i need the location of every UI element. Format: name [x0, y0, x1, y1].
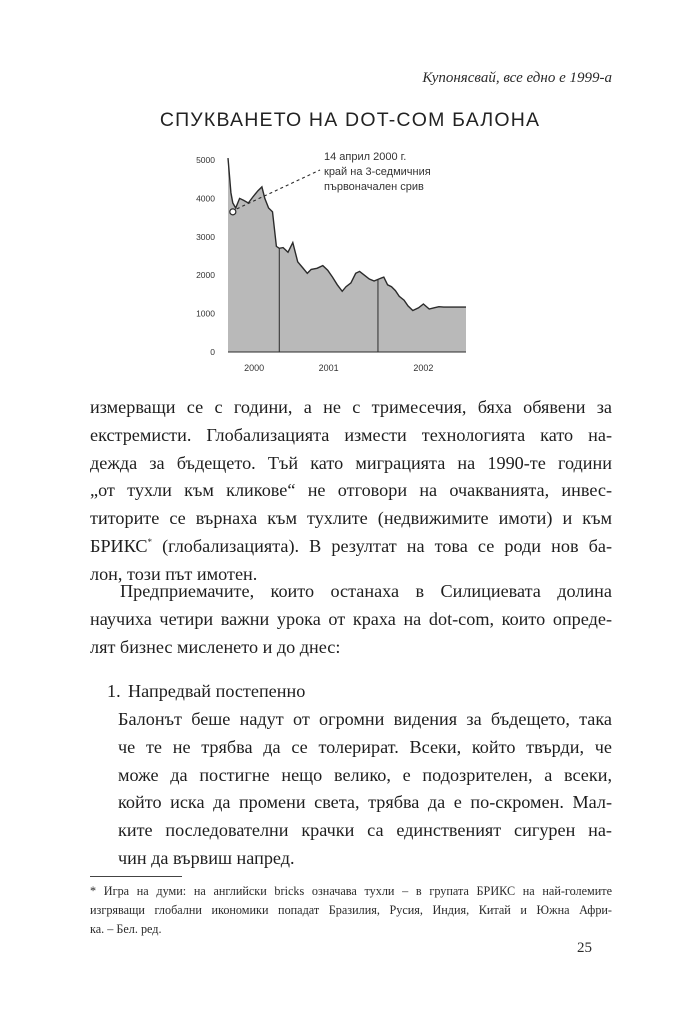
- text-line: екстремисти. Глобализацията измести технологията като на-: [90, 424, 612, 445]
- list-number: 1.: [107, 681, 121, 701]
- paragraph-1: [90, 394, 612, 589]
- annotation-marker: [230, 209, 236, 215]
- text-line: измерващи се с години, а не с тримесечия, бяха обявени за: [90, 397, 612, 417]
- text-line: лон, този път имотен.: [90, 563, 258, 584]
- y-tick-label: 1000: [196, 308, 215, 319]
- list-item-title: Напредвай постепенно: [128, 681, 306, 701]
- annotation-text: първоначален срив: [324, 181, 424, 193]
- figure-title: СПУКВАНЕТО НА DOT-COM БАЛОНА: [159, 109, 541, 131]
- annotation-text: край на 3-седмичния: [324, 166, 431, 178]
- text-line: Предприемачите, които останаха в Силициевата долина: [120, 581, 612, 601]
- text-line: че те не трябва да се толерират. Всеки, който твърди, че: [118, 736, 612, 757]
- annotation-leader: [237, 170, 320, 209]
- text-line: титорите се върнаха към тухлите (недвижимите имоти) и към: [90, 508, 612, 529]
- text-line: научиха четири важни урока от краха на dot-com, които опреде-: [90, 608, 612, 629]
- annotation-text: 14 април 2000 г.: [324, 151, 407, 163]
- paragraph-2: [90, 578, 612, 661]
- y-tick-label: 2000: [196, 270, 215, 281]
- dotcom-chart: [0, 0, 700, 400]
- text-line: ките последователни крачки са единственият сигурен на-: [118, 820, 612, 841]
- footnote-line: изгряващи глобални икономики попадат Бразилия, Русия, Индия, Китай и Южна Афри-: [90, 903, 612, 917]
- list-item-body: [118, 706, 612, 873]
- footnote-marker: *: [147, 536, 153, 547]
- brics-word: БРИКС: [90, 535, 148, 556]
- y-tick-label: 5000: [196, 155, 215, 165]
- footnote-line: * Игра на думи: на английски bricks означава тухли – в групата БРИКС на най-големите: [90, 884, 612, 898]
- text-line: който иска да промени света, трябва да е по-скромен. Мал-: [118, 792, 612, 813]
- text-line: дежда за бъдещето. Тъй като миграцията на 1990-те години: [90, 452, 612, 473]
- y-tick-label: 3000: [196, 231, 215, 242]
- footnote: [90, 882, 612, 939]
- y-tick-label: 0: [210, 347, 215, 357]
- text-line: лят бизнес мисленето и до днес:: [90, 636, 341, 657]
- text-line: чин да вървиш напред.: [118, 847, 295, 868]
- text-line: [90, 533, 612, 561]
- page-number: 25: [577, 940, 592, 956]
- y-tick-label: 4000: [196, 193, 215, 204]
- footnote-line: ка. – Бел. ред.: [90, 922, 162, 936]
- footnote-rule: [90, 876, 182, 877]
- x-tick-label: 2001: [318, 363, 339, 373]
- x-tick-label: 2000: [244, 363, 265, 373]
- text-line: може да постигне нещо велико, е подозрителен, а всеки,: [118, 764, 612, 785]
- text-line: Балонът беше надут от огромни видения за бъдещето, така: [118, 709, 612, 729]
- chart-layer: [196, 151, 466, 373]
- text-line: „от тухли към кликове“ не отговори на очакванията, инвес-: [90, 480, 612, 501]
- x-tick-label: 2002: [413, 363, 434, 373]
- running-head: Купонясвай, все едно е 1999-а: [422, 70, 612, 86]
- brics-rest: (глобализацията). В резултат на това се роди нов ба-: [152, 535, 612, 556]
